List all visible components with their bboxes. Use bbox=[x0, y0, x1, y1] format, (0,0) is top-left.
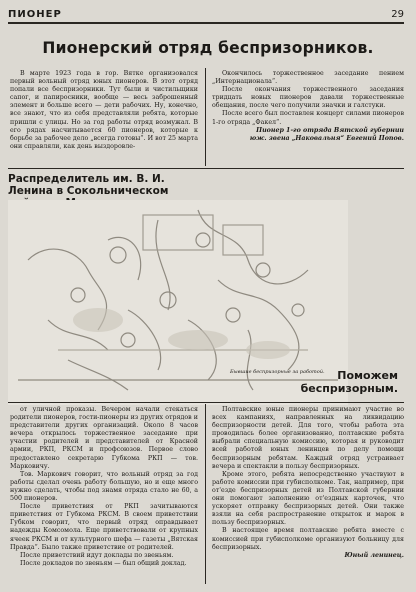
magazine-name: ПИОНЕР bbox=[8, 9, 62, 20]
signature-line: Пионер 1-го отряда Вятской губернии bbox=[256, 126, 404, 134]
paragraph: Окончилось торжественное заседание пением „Интернационала“. bbox=[212, 70, 404, 86]
illustration-caption: Бывшие беспризорные за работой. bbox=[230, 369, 325, 375]
paragraph: После всего был поставлен концерт силами пионеров 1-го отряда „Факел“. bbox=[212, 110, 404, 126]
section-rule bbox=[8, 168, 404, 169]
paragraph: После приветствий идут доклады по звеньям. bbox=[20, 551, 174, 559]
article2-title: Распределитель им. В. И. Ленина в Сокольническом bbox=[8, 173, 169, 197]
paragraph: После окончания торжественного заседания тридцать новых пионеров давали торжественные обещания, после чего получили значки и галстуки. bbox=[212, 86, 404, 110]
paragraph: Кроме этого, ребята непосредственно участвуют в работе комиссии при губисполкоме. Так, например, при от'езде беспризорных детей из Полтавской губернии они помогают заполнению от'ездных карточек, что ускоряет отправку беспризорных детей. Они также взяли на себя распространение открыток и марок в пользу беспризорных. bbox=[212, 470, 404, 527]
paragraph: Тов. Маркович говорит, что вольный отряд за год работы сделал очень работу большую, но и еще много нужно сделать, чтобы под знамя отряда стало не 60, а 500 пионеров. bbox=[10, 470, 198, 503]
header-rule bbox=[8, 22, 404, 24]
article-title: Пионерский отряд беспризорников. bbox=[42, 38, 374, 57]
section-rule bbox=[8, 402, 404, 403]
page-number: 29 bbox=[391, 9, 404, 20]
signature-line: Юный ленинец. bbox=[344, 551, 404, 559]
paragraph: В марте 1923 года в гор. Вятке организовался первый вольный отряд юных пионеров. В этот отряд попали все беспризорники. Тут были и чистильщики сапог, и папиросники, вообще — весь заброшенный элемент и больше всего — дети рабочих. Ну, конечно, все знают, что из себя представляли ребята, которые пришли с улицы. Но за год работы отряд возмужал. В его рядах насчитывается 60 пионеров, которые к борьбе за рабочее дело „всегда готовы“. И вот 25 марта они справляли, как день выздоровле- bbox=[10, 70, 198, 150]
bottom-left-column bbox=[10, 406, 198, 568]
column-divider bbox=[205, 68, 206, 166]
signature-line: юж. звена „Наковальня“ Евгений Попов. bbox=[249, 134, 404, 142]
paragraph: После докладов по звеньям — был общий доклад. bbox=[20, 559, 187, 567]
paragraph: В настоящее время полтавские ребята вместе с комиссией при губисполкоме организуют больницу для беспризорных. bbox=[212, 527, 404, 551]
bottom-right-column bbox=[212, 406, 404, 560]
page-header bbox=[8, 9, 404, 21]
article1-right-column bbox=[212, 70, 404, 143]
paragraph: Полтавские юные пионеры принимают участие во всех кампаниях, направленных на ликвидацию беспризорности детей. Для того, чтобы работа эта проводилась более организованно, полтавские ребята выбрали специальную комиссию, которая и руководит всей работой юных ленинцев по делу помощи беспризорным ребятам. Каждый отряд устраивает вечера и спектакли в пользу беспризорных. bbox=[212, 406, 404, 470]
article1-left-column bbox=[10, 70, 198, 151]
paragraph: от уличной проказы. Вечером начали стекаться родители пионеров, гости-пионеры из других отрядов и представители других организаций. Около 8 часов вечера открылось торжественное заседание при участии родителей и представителей от Красной армии, РКП, РКСМ и профсоюзов. Первое слово предоставлено секретарю Губкома РКП — тов. Марковичу. bbox=[10, 406, 198, 470]
column-divider bbox=[205, 404, 206, 584]
paragraph: После приветствия от РКП зачитываются приветствия от Губкома РКСМ. В своем приветствии Губком говорит, что первый отряд оправдывает надежды Комсомола. Еще приветствовали от крупных ячеек РКСМ и от культурного шефа — газеты „Вятская Правда“. Было также приветствие от родителей. bbox=[10, 503, 198, 551]
article3-title: Поможем беспризорным. bbox=[300, 369, 398, 395]
